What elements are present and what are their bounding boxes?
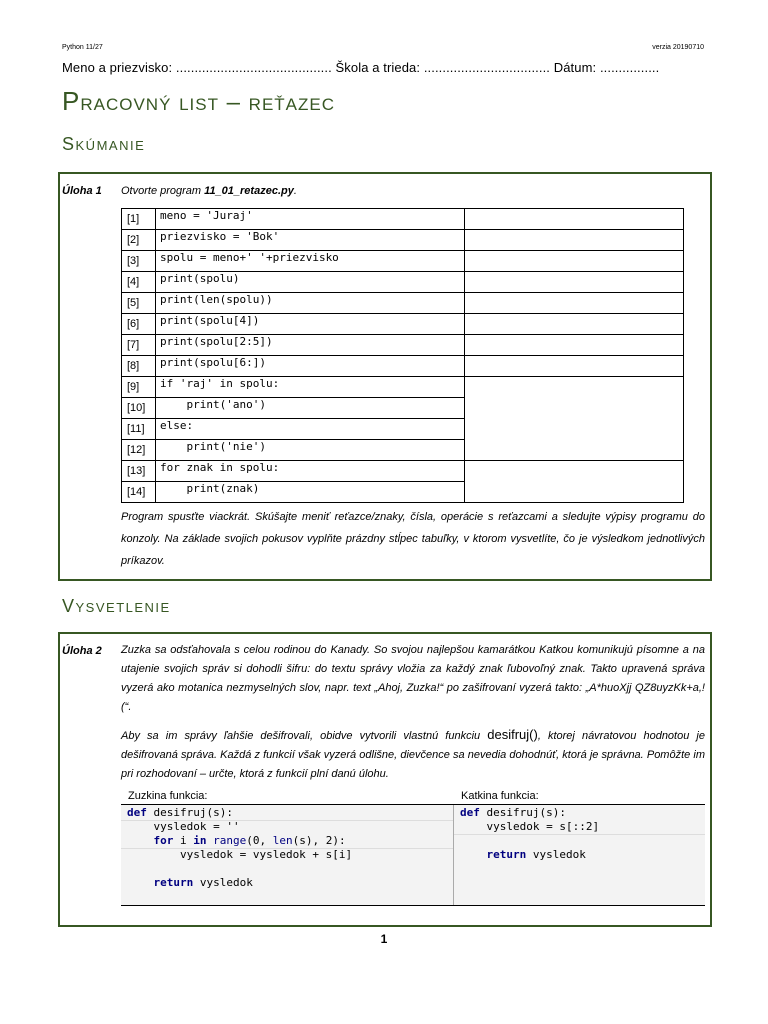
line-number: [9]: [122, 377, 156, 398]
table-row: [122, 251, 684, 272]
katka-code-panel: [454, 805, 705, 905]
explanation-cell[interactable]: [465, 335, 684, 356]
code-cell: print(spolu): [156, 272, 465, 293]
line-number: [7]: [122, 335, 156, 356]
line-number: [5]: [122, 293, 156, 314]
section-heading-vysvetlenie: Vysvetlenie: [62, 596, 171, 616]
line-number: [11]: [122, 419, 156, 440]
code-cell: for znak in spolu:: [156, 461, 465, 482]
table-row: [122, 230, 684, 251]
table-row: [122, 377, 684, 398]
code-cell: if 'raj' in spolu:: [156, 377, 465, 398]
explanation-cell[interactable]: [465, 377, 684, 461]
code-cell: else:: [156, 419, 465, 440]
section-heading-skumanie: Skúmanie: [62, 134, 146, 154]
code-cell: print(spolu[2:5]): [156, 335, 465, 356]
katka-label: Katkina funkcia:: [461, 790, 539, 802]
zuzka-label: Zuzkina funkcia:: [128, 790, 208, 802]
table-row: [122, 461, 684, 482]
explanation-cell[interactable]: [465, 272, 684, 293]
table-row: [122, 356, 684, 377]
task2-p2-end: , ktorej návratovou hodnotou je dešifrovaná správa. Každá z funkcií však vyzerá odlišne, dievčence sa nevedia dohodnúť, ktorá je správna. Pomôžte im pri rozhodovaní – určte, ktorá z funkcií plní danú úlohu.: [121, 730, 705, 780]
table-row: [122, 314, 684, 335]
table-row: [122, 335, 684, 356]
line-number: [10]: [122, 398, 156, 419]
task1-intro: [121, 185, 297, 197]
line-number: [13]: [122, 461, 156, 482]
code-line: [127, 862, 352, 876]
code-cell: print(len(spolu)): [156, 293, 465, 314]
table-row: [122, 293, 684, 314]
zuzka-code: [127, 806, 352, 890]
code-line: def desifruj(s):: [460, 806, 566, 819]
header-right: verzia 20190710: [652, 44, 704, 51]
code-line: vysledok = vysledok + s[i]: [127, 848, 353, 861]
explanation-cell[interactable]: [465, 230, 684, 251]
explanation-cell[interactable]: [465, 356, 684, 377]
code-line: [460, 834, 599, 848]
code-cell: print('nie'): [156, 440, 465, 461]
header-left: Python 11/27: [62, 44, 103, 51]
explanation-cell[interactable]: [465, 461, 684, 503]
line-number: [14]: [122, 482, 156, 503]
explanation-cell[interactable]: [465, 314, 684, 335]
table-row: [122, 272, 684, 293]
table-row: [122, 209, 684, 230]
task1-intro-text: Otvorte program: [121, 185, 205, 197]
line-number: [6]: [122, 314, 156, 335]
line-number: [12]: [122, 440, 156, 461]
task2-p2-start: Aby sa im správy ľahšie dešifrovali, obidve vytvorili vlastnú funkciu: [121, 730, 488, 742]
code-cell: print(spolu[6:]): [156, 356, 465, 377]
code-line: def desifruj(s):: [127, 806, 233, 819]
code-table: [121, 208, 684, 503]
code-line: return vysledok: [460, 848, 586, 861]
line-number: [1]: [122, 209, 156, 230]
code-cell: print(spolu[4]): [156, 314, 465, 335]
task2-paragraph-1: Zuzka sa odsťahovala s celou rodinou do Kanady. So svojou najlepšou kamarátkou Katkou komunikujú písomne a na utajenie svojich správ si dohodli šifru: do textu správy vložia za každý znak ľubovoľný znak. Takto upravená správa vyzerá ako motanica nezmyselných slov, napr. text „Ahoj, Zuzka!“ po zašifrovaní vyzerá takto: „A*huoXjj QZ8uyzKk+a,!(“.: [121, 644, 705, 713]
title-rest: racovný list – reťazec: [80, 89, 336, 116]
code-cell: priezvisko = 'Bok': [156, 230, 465, 251]
task1-filename: 11_01_retazec.py: [204, 185, 294, 197]
explanation-cell[interactable]: [465, 293, 684, 314]
task1-label: Úloha 1: [62, 185, 102, 197]
page-number: 1: [380, 932, 388, 946]
code-comparison: [121, 804, 705, 906]
code-cell: spolu = meno+' '+priezvisko: [156, 251, 465, 272]
page-title: [62, 86, 335, 117]
explanation-cell[interactable]: [465, 251, 684, 272]
function-name: desifruj(): [487, 727, 538, 742]
code-line: return vysledok: [127, 876, 253, 889]
code-line: for i in range(0, len(s), 2):: [127, 834, 346, 847]
title-initial: P: [62, 86, 81, 116]
line-number: [3]: [122, 251, 156, 272]
code-line: vysledok = '': [127, 820, 240, 833]
task2-label: Úloha 2: [62, 645, 102, 657]
katka-code: [460, 806, 599, 862]
code-cell: print(znak): [156, 482, 465, 503]
task2-paragraph-2: [121, 725, 705, 784]
line-number: [8]: [122, 356, 156, 377]
line-number: [2]: [122, 230, 156, 251]
task1-intro-end: .: [293, 185, 297, 197]
code-line: vysledok = s[::2]: [460, 820, 600, 833]
name-row: Meno a priezvisko: .......................................... Škola a trieda: .................................. Dátum: ................: [62, 60, 660, 75]
code-cell: meno = 'Juraj': [156, 209, 465, 230]
zuzka-code-panel: [121, 805, 454, 905]
code-cell: print('ano'): [156, 398, 465, 419]
line-number: [4]: [122, 272, 156, 293]
task1-instructions: Program spusťte viackrát. Skúšajte meniť reťazce/znaky, čísla, operácie s reťazcami a sledujte výpisy programu do konzoly. Na základe svojich pokusov vyplňte prázdny stĺpec tabuľky, v ktorom vysvetlíte, čo je výsledkom jednotlivých príkazov.: [121, 511, 705, 567]
explanation-cell[interactable]: [465, 209, 684, 230]
